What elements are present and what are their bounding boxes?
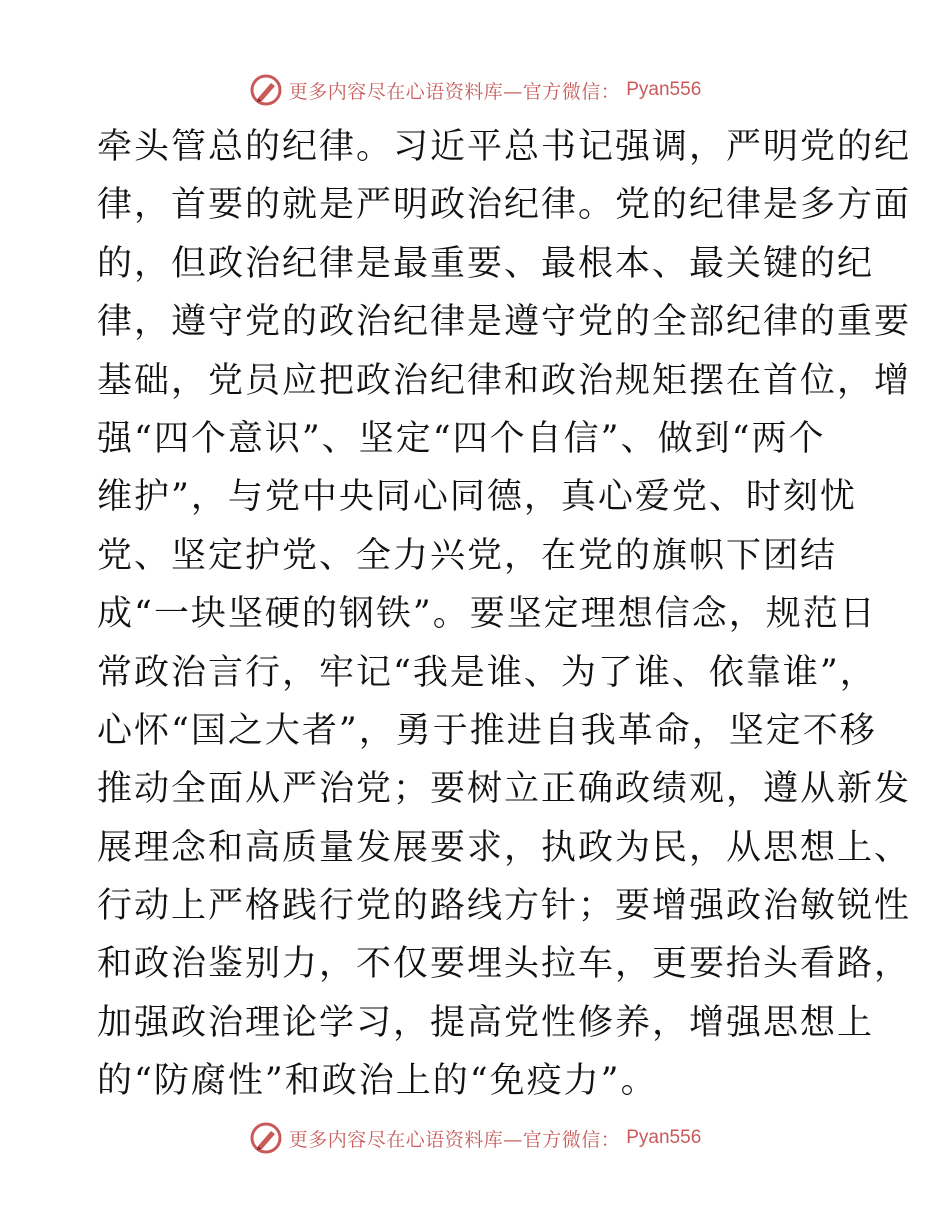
watermark-text: 更多内容尽在心语资料库—官方微信： (288, 80, 621, 103)
document-body (97, 118, 912, 1111)
text-line: 基础，党员应把政治纪律和政治规矩摆在首位，增 (97, 360, 912, 401)
text-line: 行动上严格践行党的路线方针；要增强政治敏锐性 (97, 886, 912, 927)
watermark-text: 更多内容尽在心语资料库—官方微信： (288, 1128, 621, 1151)
text-line: 牵头管总的纪律。习近平总书记强调，严明党的纪 (97, 127, 912, 167)
text-line: 党、坚定护党、全力兴党，在党的旗帜下团结 (97, 535, 838, 576)
text-line: 律，首要的就是严明政治纪律。党的纪律是多方面 (97, 185, 912, 226)
text-line: 强“四个意识”、坚定“四个自信”、做到“两个 (97, 418, 826, 459)
footer-watermark (0, 1118, 950, 1158)
header-watermark (0, 70, 950, 110)
text-line: 展理念和高质量发展要求，执政为民，从思想上、 (97, 827, 912, 868)
watermark-account: Pyan556 (626, 79, 702, 100)
pen-logo-icon (249, 73, 283, 107)
text-line: 心怀“国之大者”，勇于推进自我革命，坚定不移 (97, 710, 877, 751)
text-line: 的“防腐性”和政治上的“免疫力”。 (97, 1061, 658, 1102)
text-line: 推动全面从严治党；要树立正确政绩观，遵从新发 (97, 769, 912, 810)
text-line: 和政治鉴别力，不仅要埋头拉车，更要抬头看路， (97, 944, 912, 985)
text-line: 律，遵守党的政治纪律是遵守党的全部纪律的重要 (97, 302, 912, 343)
text-line: 维护”，与党中央同心同德，真心爱党、时刻忧 (97, 477, 857, 518)
text-line: 加强政治理论学习，提高党性修养，增强思想上 (97, 1002, 875, 1043)
text-line: 的，但政治纪律是最重要、最根本、最关键的纪 (97, 243, 875, 284)
text-line: 常政治言行，牢记“我是谁、为了谁、依靠谁”， (97, 652, 877, 693)
watermark-account: Pyan556 (626, 1127, 702, 1148)
text-line: 成“一块坚硬的钢铁”。要坚定理想信念，规范日 (97, 594, 877, 635)
pen-logo-icon (249, 1121, 283, 1155)
